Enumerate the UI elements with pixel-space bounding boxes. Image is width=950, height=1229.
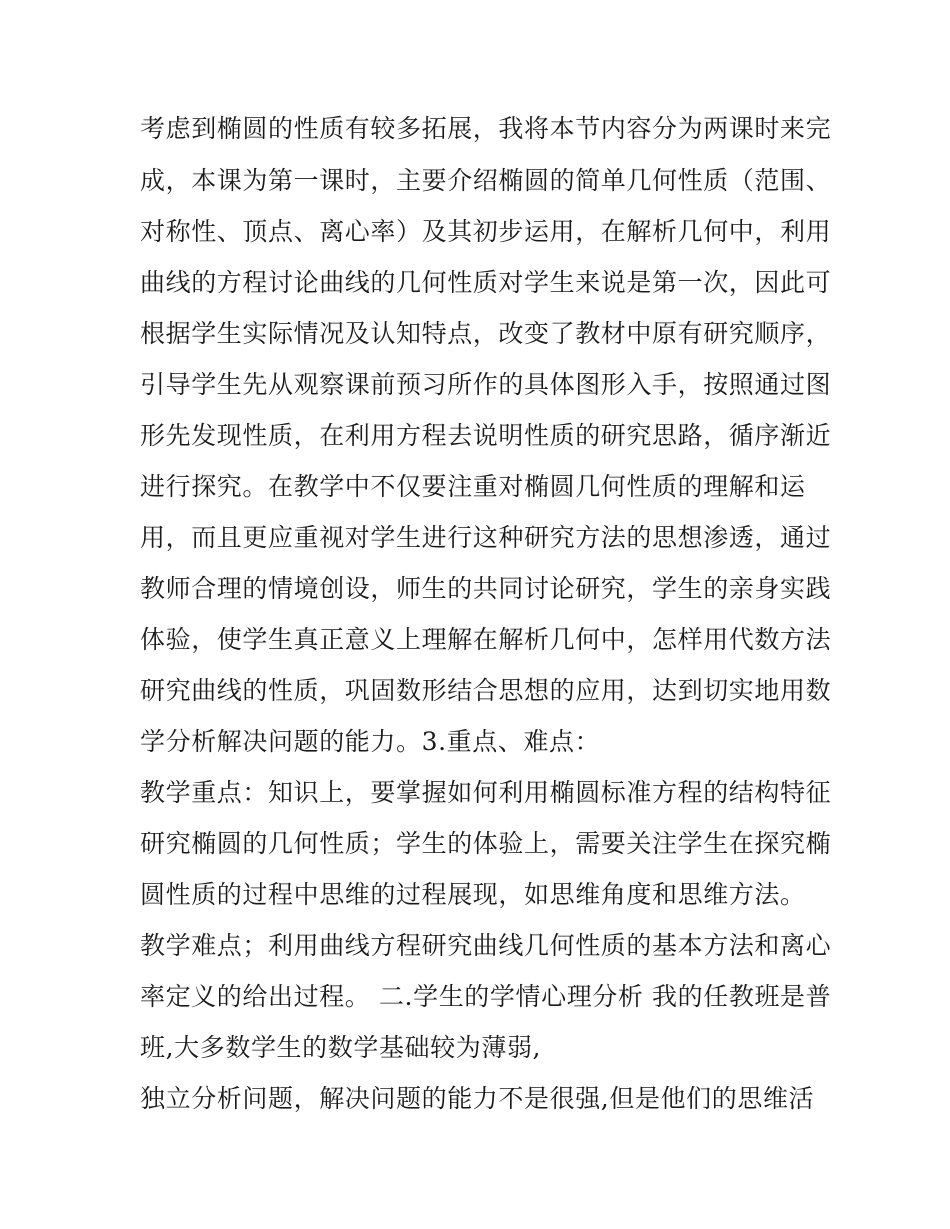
- text-line-16: 圆性质的过程中思维的过程展现，如思维角度和思维方法。: [140, 880, 806, 909]
- text-line-2: 成，本课为第一课时，主要介绍椭圆的简单几何性质（范围、: [140, 166, 832, 195]
- text-line-14: 教学重点：知识上，要掌握如何利用椭圆标准方程的结构特征: [140, 778, 832, 807]
- text-line-13: 学分析解决问题的能力。3.重点、难点：: [140, 727, 601, 756]
- text-line-9: 用，而且更应重视对学生进行这种研究方法的思想渗透，通过: [140, 523, 832, 552]
- text-line-5: 根据学生实际情况及认知特点，改变了教材中原有研究顺序，: [140, 319, 832, 348]
- text-line-8: 进行探究。在教学中不仅要注重对椭圆几何性质的理解和运: [140, 472, 806, 501]
- text-line-4: 曲线的方程讨论曲线的几何性质对学生来说是第一次，因此可: [140, 268, 832, 297]
- text-line-12: 研究曲线的性质，巩固数形结合思想的应用，达到切实地用数: [140, 676, 832, 705]
- text-line-11: 体验，使学生真正意义上理解在解析几何中，怎样用代数方法: [140, 625, 832, 654]
- text-line-19: 班,大多数学生的数学基础较为薄弱,: [140, 1033, 542, 1062]
- text-line-18: 率定义的给出过程。 二.学生的学情心理分析 我的任教班是普: [140, 982, 832, 1011]
- text-line-3: 对称性、顶点、离心率）及其初步运用，在解析几何中，利用: [140, 217, 832, 246]
- text-line-6: 引导学生先从观察课前预习所作的具体图形入手，按照通过图: [140, 370, 832, 399]
- text-line-7: 形先发现性质，在利用方程去说明性质的研究思路，循序渐近: [140, 421, 832, 450]
- text-line-15: 研究椭圆的几何性质；学生的体验上，需要关注学生在探究椭: [140, 829, 832, 858]
- text-line-10: 教师合理的情境创设，师生的共同讨论研究，学生的亲身实践: [140, 574, 832, 603]
- text-line-20: 独立分析问题，解决问题的能力不是很强,但是他们的思维活: [140, 1084, 815, 1113]
- text-line-1: 考虑到椭圆的性质有较多拓展，我将本节内容分为两课时来完: [140, 114, 832, 143]
- text-line-17: 教学难点；利用曲线方程研究曲线几何性质的基本方法和离心: [140, 931, 832, 960]
